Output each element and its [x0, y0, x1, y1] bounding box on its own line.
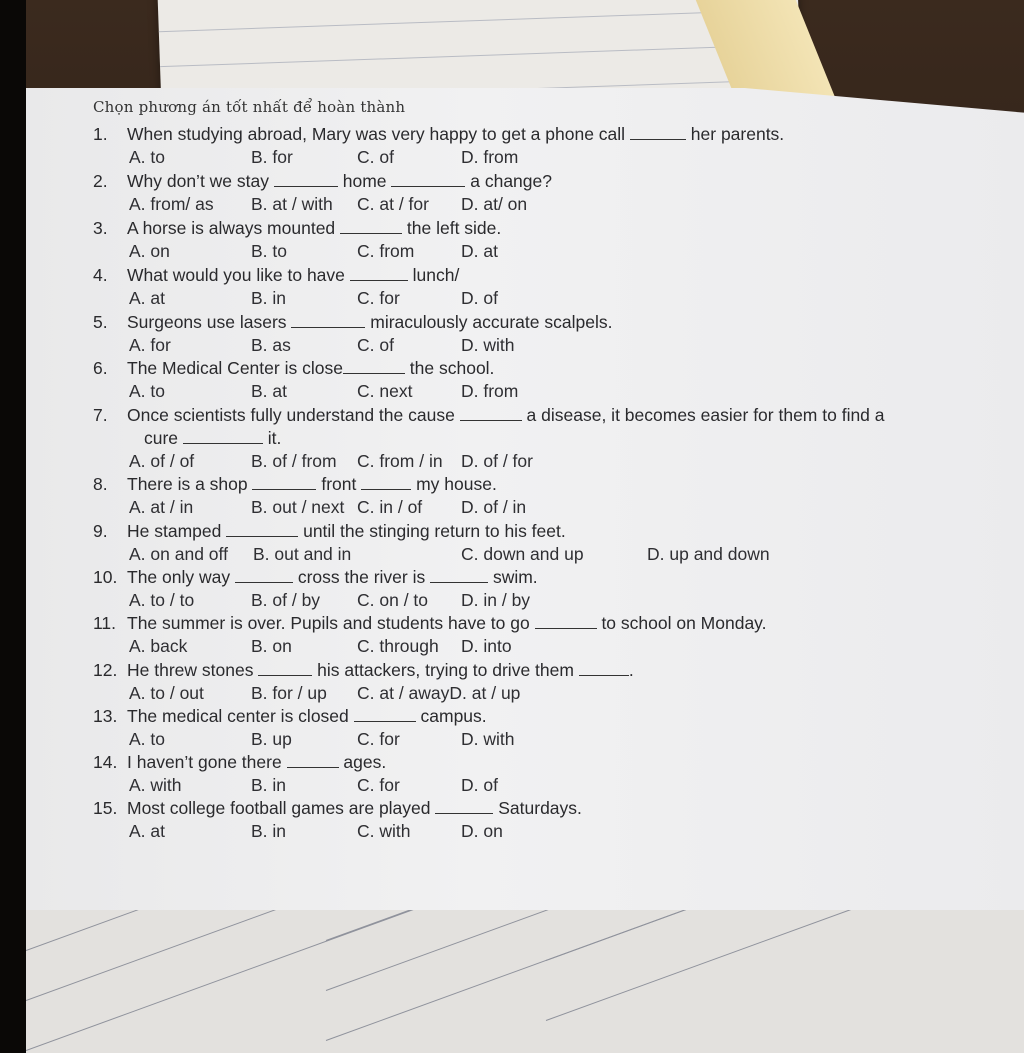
answer-option: D. of / for — [461, 451, 533, 471]
answer-blank — [287, 753, 339, 768]
question-15 — [93, 798, 582, 819]
question-text: The Medical Center is close — [127, 358, 343, 378]
answer-blank — [235, 568, 293, 583]
question-text: The summer is over. Pupils and students have to go — [127, 613, 535, 633]
answer-option: D. of / in — [461, 497, 527, 517]
question-text: the left side. — [402, 218, 502, 238]
question-text: my house. — [411, 474, 497, 494]
question-number: 12. — [93, 660, 118, 680]
question-1 — [93, 124, 784, 145]
question-number: 14. — [93, 752, 118, 772]
question-12 — [93, 660, 634, 681]
answer-option: A. for — [129, 335, 171, 355]
answer-option: C. for — [357, 288, 400, 308]
answer-option: A. back — [129, 636, 188, 656]
question-text: a change? — [465, 171, 552, 191]
answer-option: A. on and off — [129, 544, 228, 564]
question-number: 13. — [93, 706, 118, 726]
answer-option: A. at — [129, 288, 165, 308]
question-10 — [93, 567, 538, 588]
question-text: . — [628, 660, 634, 680]
answer-blank — [460, 406, 522, 421]
question-number: 7. — [93, 405, 108, 425]
answer-blank — [183, 429, 263, 444]
answer-option: C. of — [357, 147, 394, 167]
question-text: cross the river is — [292, 567, 431, 587]
question-number: 4. — [93, 265, 108, 285]
answer-option: C. through — [357, 636, 439, 656]
answer-blank — [274, 172, 338, 187]
question-number: 1. — [93, 124, 108, 144]
question-continuation — [144, 428, 281, 449]
question-number: 3. — [93, 218, 108, 238]
question-text: front — [316, 474, 362, 494]
answer-option: B. at / with — [251, 194, 333, 214]
answer-blank — [343, 359, 405, 374]
answer-blank — [291, 313, 365, 328]
answer-option: B. up — [251, 729, 292, 749]
answer-option: A. to / to — [129, 590, 195, 610]
question-13 — [93, 706, 487, 727]
answer-option: B. in — [251, 775, 287, 795]
answer-option: C. at / for — [357, 194, 429, 214]
answer-option: B. for — [251, 147, 293, 167]
answer-option: A. from/ as — [129, 194, 214, 214]
question-text: He threw stones — [127, 660, 259, 680]
answer-option: B. of / from — [251, 451, 337, 471]
answer-blank — [579, 661, 629, 676]
question-text: miraculously accurate scalpels. — [365, 312, 613, 332]
answer-option: D. with — [461, 729, 515, 749]
answer-option: D. at/ on — [461, 194, 528, 214]
question-number: 5. — [93, 312, 108, 332]
answer-option: B. out / next — [251, 497, 345, 517]
answer-option: C. at / awayD. at / up — [357, 683, 521, 703]
question-text: Surgeons use lasers — [127, 312, 292, 332]
question-6 — [93, 358, 494, 379]
question-text: The only way — [127, 567, 235, 587]
question-number: 11. — [93, 613, 117, 633]
answer-option: C. of — [357, 335, 394, 355]
question-number: 15. — [93, 798, 118, 818]
answer-option: B. out and in — [253, 544, 352, 564]
question-text: his attackers, trying to drive them — [312, 660, 579, 680]
question-text: A horse is always mounted — [127, 218, 341, 238]
answer-blank — [391, 172, 465, 187]
answer-blank — [630, 125, 686, 140]
question-text: until the stinging return to his feet. — [298, 521, 566, 541]
answer-option: D. up and down — [647, 544, 770, 564]
answer-option: A. to / out — [129, 683, 204, 703]
question-7 — [93, 405, 885, 426]
answer-option: D. into — [461, 636, 512, 656]
question-text: What would you like to have — [127, 265, 350, 285]
answer-option: A. at / in — [129, 497, 194, 517]
question-text: home — [337, 171, 392, 191]
question-3 — [93, 218, 501, 239]
answer-option: C. next — [357, 381, 413, 401]
answer-blank — [535, 614, 597, 629]
answer-option: B. for / up — [251, 683, 327, 703]
answer-option: C. from — [357, 241, 415, 261]
answer-blank — [361, 475, 411, 490]
answer-option: C. down and up — [461, 544, 584, 564]
answer-option: A. on — [129, 241, 170, 261]
answer-blank — [354, 707, 416, 722]
question-text: her parents. — [685, 124, 785, 144]
answer-option: C. for — [357, 775, 400, 795]
answer-option: A. to — [129, 147, 165, 167]
question-text: He stamped — [127, 521, 227, 541]
question-text: Why don’t we stay — [127, 171, 274, 191]
answer-option: B. of / by — [251, 590, 321, 610]
question-2 — [93, 171, 552, 192]
question-text: to school on Monday. — [596, 613, 767, 633]
question-text: swim. — [488, 567, 538, 587]
answer-blank — [340, 219, 402, 234]
answer-option: B. at — [251, 381, 287, 401]
answer-option: C. on / to — [357, 590, 429, 610]
question-11 — [93, 613, 767, 634]
answer-blank — [430, 568, 488, 583]
answer-option: D. with — [461, 335, 515, 355]
question-text: the school. — [404, 358, 495, 378]
answer-blank — [258, 661, 312, 676]
answer-blank — [435, 799, 493, 814]
answer-blank — [350, 266, 408, 281]
answer-option: D. from — [461, 147, 519, 167]
answer-option: A. to — [129, 381, 165, 401]
question-text: When studying abroad, Mary was very happy to get a phone call — [127, 124, 630, 144]
answer-option: D. in / by — [461, 590, 531, 610]
answer-option: D. at — [461, 241, 498, 261]
answer-option: C. in / of — [357, 497, 423, 517]
answer-option: C. for — [357, 729, 400, 749]
question-5 — [93, 312, 612, 333]
question-text: ages. — [338, 752, 387, 772]
answer-option: D. of — [461, 775, 498, 795]
question-text: Most college football games are played — [127, 798, 436, 818]
question-text: The medical center is closed — [127, 706, 354, 726]
question-text: it. — [262, 428, 282, 448]
answer-option: B. in — [251, 288, 287, 308]
question-number: 2. — [93, 171, 108, 191]
answer-blank — [252, 475, 316, 490]
question-text: lunch/ — [407, 265, 460, 285]
question-number: 10. — [93, 567, 118, 587]
answer-option: D. on — [461, 821, 503, 841]
question-text: Once scientists fully understand the cause — [127, 405, 460, 425]
question-number: 8. — [93, 474, 108, 494]
answer-option: C. with — [357, 821, 411, 841]
answer-option: D. of — [461, 288, 498, 308]
question-8 — [93, 474, 497, 495]
answer-option: B. to — [251, 241, 287, 261]
answer-option: B. in — [251, 821, 287, 841]
answer-blank — [226, 522, 298, 537]
question-text: There is a shop — [127, 474, 253, 494]
answer-option: A. of / of — [129, 451, 195, 471]
question-text: Saturdays. — [493, 798, 582, 818]
question-number: 6. — [93, 358, 108, 378]
answer-option: A. with — [129, 775, 182, 795]
question-9 — [93, 521, 566, 542]
question-4 — [93, 265, 459, 286]
answer-option: B. as — [251, 335, 291, 355]
answer-option: D. from — [461, 381, 519, 401]
worksheet-heading: Chọn phương án tốt nhất để hoàn thành — [93, 98, 406, 116]
question-text: I haven’t gone there — [127, 752, 287, 772]
question-14 — [93, 752, 386, 773]
question-text: campus. — [415, 706, 487, 726]
answer-option: A. at — [129, 821, 165, 841]
answer-option: B. on — [251, 636, 292, 656]
answer-option: C. from / in — [357, 451, 443, 471]
question-text: cure — [144, 428, 183, 448]
question-number: 9. — [93, 521, 108, 541]
answer-option: A. to — [129, 729, 165, 749]
question-text: a disease, it becomes easier for them to find a — [521, 405, 885, 425]
